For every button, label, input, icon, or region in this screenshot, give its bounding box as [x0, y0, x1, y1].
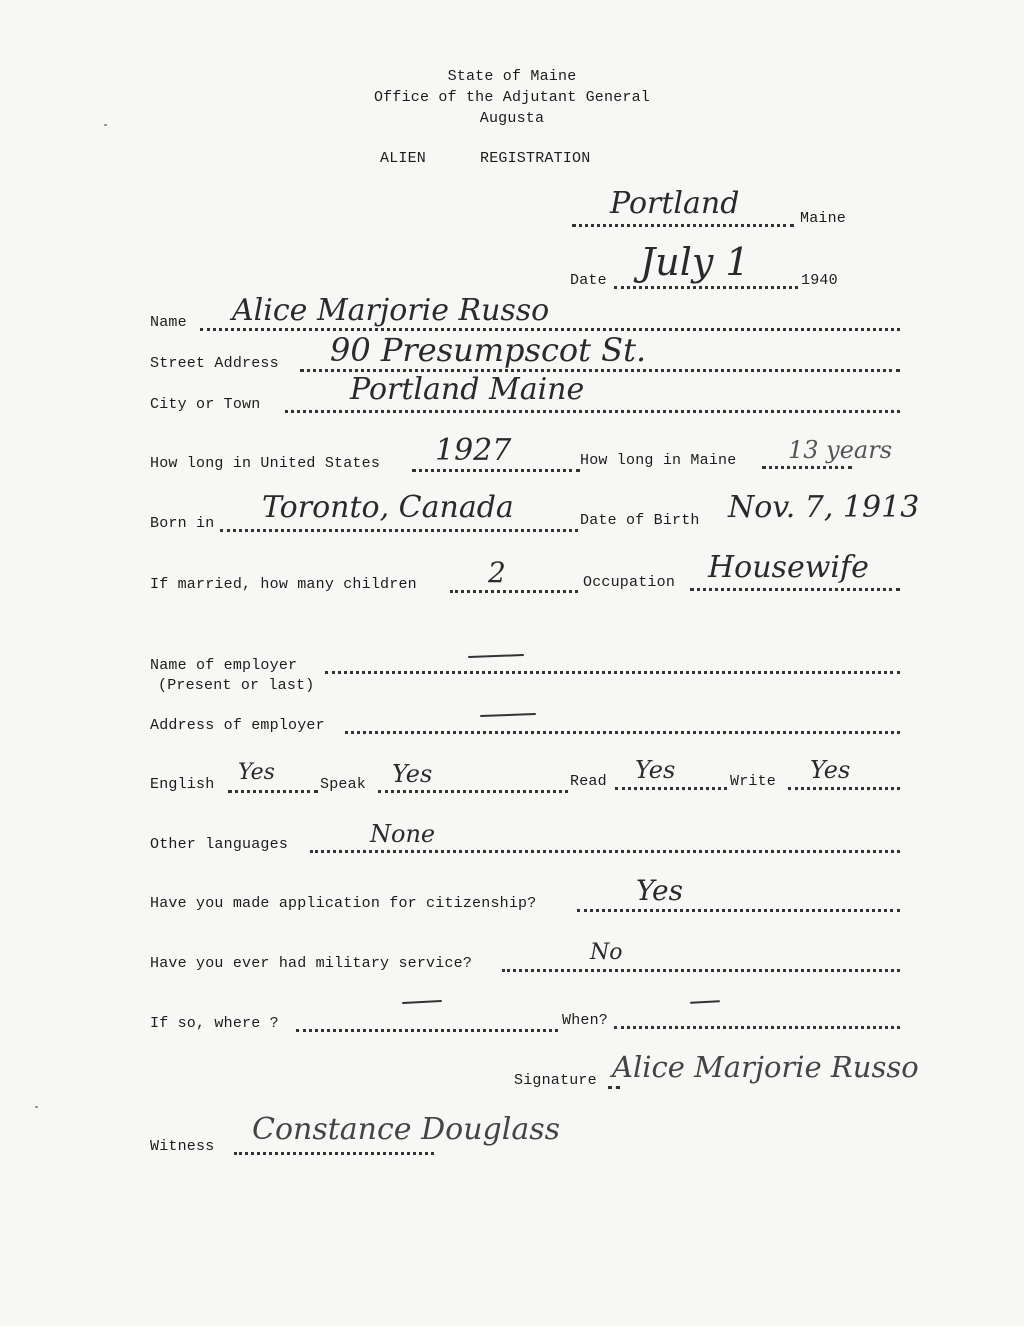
- write-label: Write: [730, 773, 777, 790]
- maine-since-label: How long in Maine: [580, 452, 737, 469]
- children-value: 2: [488, 556, 506, 589]
- street-label: Street Address: [150, 355, 279, 372]
- when-blank-dash: [690, 1000, 720, 1004]
- military-label: Have you ever had military service?: [150, 955, 473, 972]
- when-dots: [614, 1012, 900, 1029]
- citizenship-label: Have you made application for citizenship?: [150, 895, 537, 912]
- occupation-label: Occupation: [583, 574, 676, 591]
- place-value: Portland: [610, 186, 740, 221]
- us-since-label: How long in United States: [150, 455, 381, 472]
- born-value: Toronto, Canada: [262, 490, 514, 525]
- military-value: No: [590, 940, 623, 965]
- scan-speck: [104, 124, 107, 126]
- witness-value: Constance Douglass: [252, 1112, 560, 1147]
- name-label: Name: [150, 314, 187, 331]
- form-title-registration: REGISTRATION: [480, 150, 591, 167]
- witness-label: Witness: [150, 1138, 215, 1155]
- date-label: Date: [570, 272, 607, 289]
- date-year: 1940: [801, 272, 838, 289]
- signature-value: Alice Marjorie Russo: [612, 1050, 919, 1084]
- city-value: Portland Maine: [350, 372, 585, 407]
- employer-address-dots: [345, 717, 900, 734]
- other-languages-value: None: [370, 820, 436, 848]
- employer-label: Name of employer: [150, 657, 298, 674]
- when-label: When?: [562, 1012, 609, 1029]
- maine-since-value: 13 years: [788, 436, 893, 464]
- date-value: July 1: [640, 240, 750, 284]
- where-dots: [296, 1015, 558, 1032]
- signature-label: Signature: [514, 1072, 597, 1089]
- read-label: Read: [570, 773, 607, 790]
- employer-sublabel: (Present or last): [158, 677, 315, 694]
- street-value: 90 Presumpscot St.: [330, 331, 647, 369]
- write-value: Yes: [810, 756, 851, 784]
- where-label: If so, where ?: [150, 1015, 279, 1032]
- city-label: City or Town: [150, 396, 261, 413]
- dob-value: Nov. 7, 1913: [728, 490, 920, 525]
- form-title-alien: ALIEN: [380, 150, 427, 167]
- scan-speck: [35, 1106, 38, 1108]
- children-dots: [450, 576, 578, 593]
- place-suffix: Maine: [800, 210, 847, 227]
- employer-dots: [325, 657, 900, 674]
- military-dots: [502, 955, 900, 972]
- dob-label: Date of Birth: [580, 512, 700, 529]
- us-since-value: 1927: [435, 433, 512, 468]
- read-value: Yes: [635, 756, 676, 784]
- header-city: Augusta: [479, 110, 545, 127]
- employer-address-label: Address of employer: [150, 717, 325, 734]
- header-state: State of Maine: [447, 68, 577, 85]
- speak-label: Speak: [320, 776, 367, 793]
- born-label: Born in: [150, 515, 215, 532]
- speak-value: Yes: [392, 760, 433, 788]
- citizenship-value: Yes: [636, 874, 683, 907]
- english-value: Yes: [238, 760, 275, 785]
- header-office: Office of the Adjutant General: [373, 89, 651, 106]
- other-languages-label: Other languages: [150, 836, 289, 853]
- children-label: If married, how many children: [150, 576, 417, 593]
- occupation-value: Housewife: [708, 550, 869, 585]
- where-blank-dash: [402, 1000, 442, 1004]
- english-label: English: [150, 776, 215, 793]
- citizenship-dots: [577, 895, 900, 912]
- name-value: Alice Marjorie Russo: [232, 293, 550, 328]
